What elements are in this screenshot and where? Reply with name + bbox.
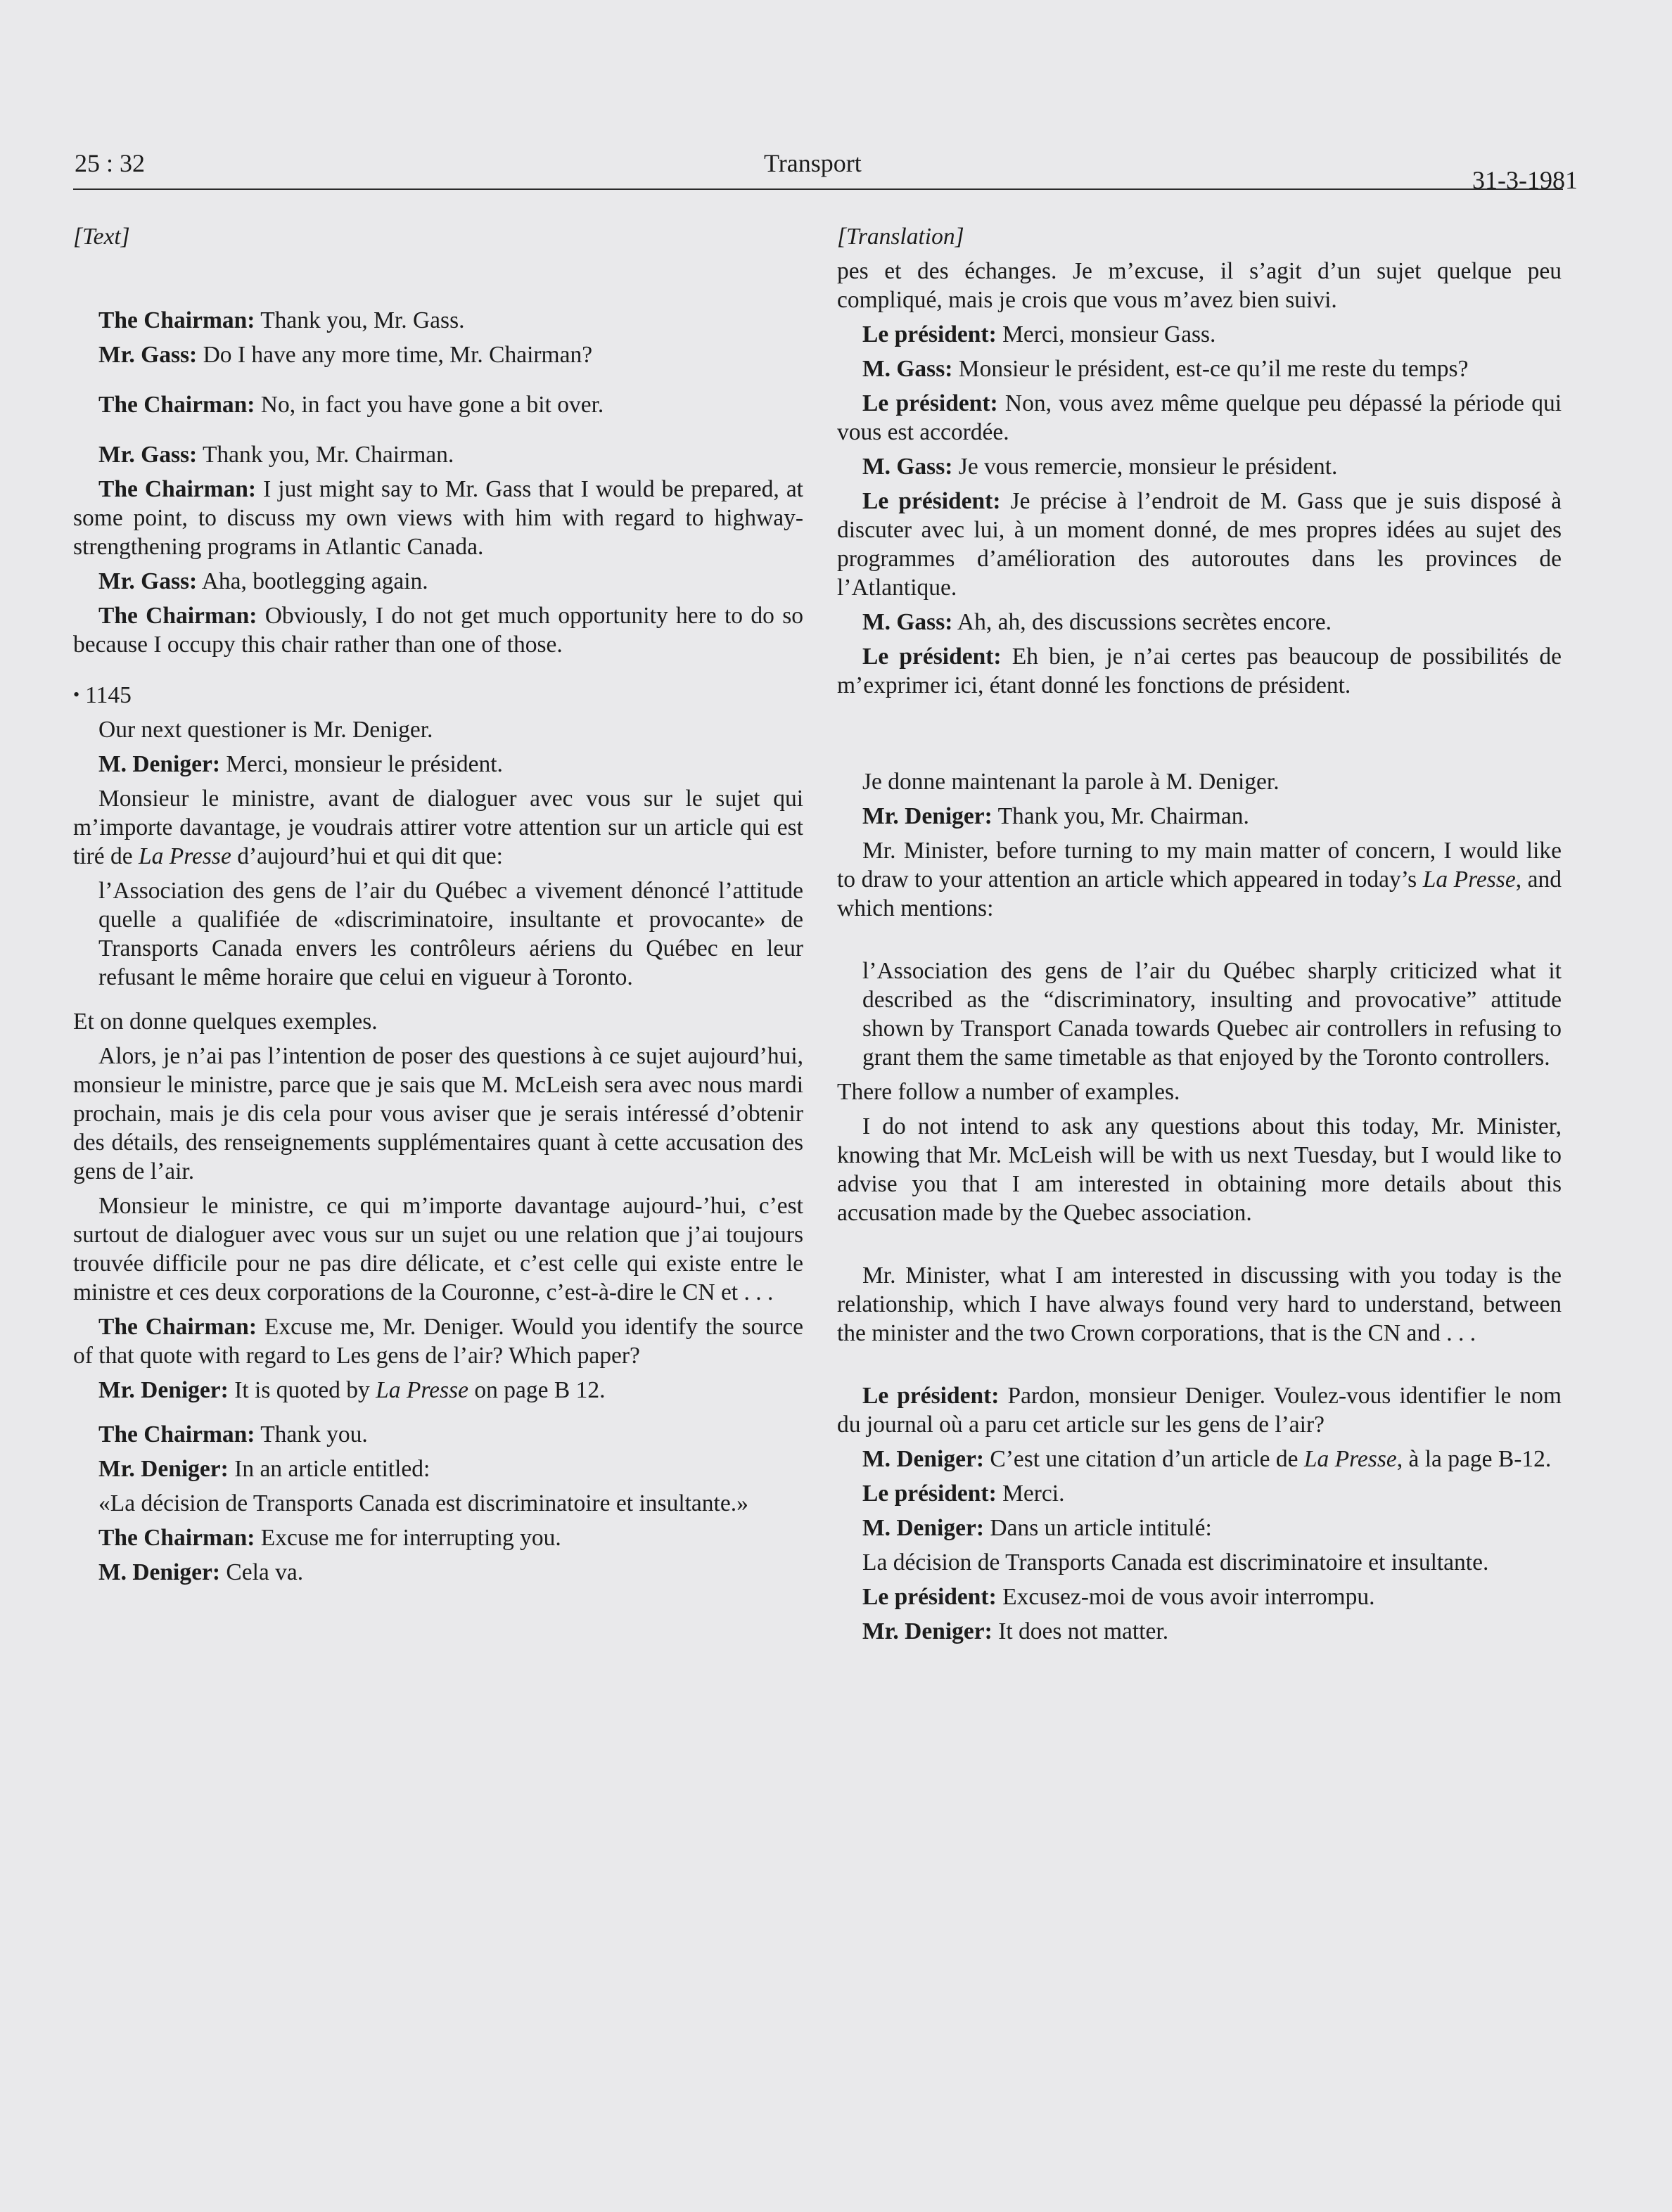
paragraph (837, 836, 1562, 923)
paragraph (73, 1312, 803, 1370)
speaker: Le président: (862, 1584, 997, 1610)
timestamp (73, 680, 803, 710)
speaker: Le président: (862, 390, 998, 416)
speech: Cela va. (220, 1559, 304, 1585)
speaker: The Chairman: (98, 1314, 257, 1340)
speech: Excuse me for interrupting you. (255, 1525, 561, 1551)
paragraph: Je donne maintenant la parole à M. Deniger. (862, 769, 1279, 795)
paragraph (73, 306, 803, 335)
speech: on page B 12. (468, 1377, 606, 1403)
paragraph (73, 715, 803, 744)
speech: Excuse me, Mr. Deniger. Would you identify the source of that quote with regard to Les gens de l’air? Which paper? (73, 1314, 804, 1369)
speaker: Mr. Deniger: (862, 803, 993, 829)
speech: In an article entitled: (228, 1456, 430, 1482)
speech: Aha, bootlegging again. (197, 568, 428, 594)
paragraph (837, 487, 1562, 602)
speaker: Mr. Deniger: (862, 1618, 993, 1644)
paragraph (73, 1376, 803, 1405)
speech: Thank you. (255, 1421, 368, 1447)
paragraph: Mr. Minister, what I am interested in discussing with you today is the relationship, which I have always found very hard to understand, between the minister and the two Crown corporations, that is the CN and . . . (837, 1262, 1562, 1346)
paragraph (837, 608, 1562, 637)
speech: , and which mentions: (837, 867, 1562, 921)
speaker: M. Gass: (862, 609, 953, 635)
speech: Dans un article intitulé: (984, 1515, 1212, 1541)
paragraph (73, 1558, 803, 1587)
paragraph: I do not intend to ask any questions about this today, Mr. Minister, knowing that Mr. McLeish will be with us next Tuesday, but I would like to advise you that I am interested in obtaining more details about this accusation made by the Quebec association. (837, 1113, 1562, 1226)
paragraph (73, 1455, 803, 1483)
speech: No, in fact you have gone a bit over. (255, 392, 604, 418)
paragraph (837, 320, 1562, 349)
paragraph (837, 389, 1562, 447)
speaker: The Chairman: (98, 1525, 255, 1551)
speech: Merci, monsieur le président. (220, 751, 503, 777)
paragraph (73, 601, 803, 659)
speaker: The Chairman: (98, 1421, 255, 1447)
paragraph (73, 440, 803, 469)
paragraph (837, 1479, 1562, 1508)
speech: It is quoted by (228, 1377, 376, 1403)
speaker: Mr. Deniger: (98, 1377, 229, 1403)
speaker: The Chairman: (98, 392, 255, 418)
publication-title: La Presse (139, 843, 231, 869)
block-quote: l’Association des gens de l’air du Québec sharply criticized what it described as the “discriminatory, insulting and provocative” attitude shown by Transport Canada towards Quebec air controllers in refusing to grant them the same timetable as that enjoyed by the Toronto controllers. (862, 958, 1562, 1070)
speaker: M. Gass: (862, 356, 953, 382)
speech: Merci. (996, 1481, 1065, 1507)
paragraph: Et on donne quelques exemples. (73, 1009, 378, 1035)
paragraph (837, 1583, 1562, 1611)
speech: Obviously, I do not get much opportunity here to do so because I occupy this chair rather than one of those. (73, 603, 803, 658)
paragraph (837, 354, 1562, 383)
header-rule (73, 188, 1563, 190)
paragraph (73, 475, 803, 561)
speaker: M. Deniger: (862, 1446, 985, 1472)
speaker: Le président: (862, 1481, 997, 1507)
paragraph (837, 1617, 1562, 1646)
paragraph (837, 1445, 1562, 1473)
speaker: M. Gass: (862, 454, 953, 480)
speech: Monsieur le ministre, avant de dialoguer avec vous sur le sujet qui m’importe davantage, je voudrais attirer votre attention sur un article qui est tiré de (73, 786, 803, 869)
publication-title: La Presse (1303, 1446, 1397, 1472)
section-label: [Translation] (837, 224, 964, 250)
paragraph (73, 784, 803, 871)
paragraph (73, 340, 803, 369)
speech: Excusez-moi de vous avoir interrompu. (996, 1584, 1375, 1610)
paragraph (73, 750, 803, 779)
speech: Non, vous avez même quelque peu dépassé la période qui vous est accordée. (837, 390, 1562, 445)
paragraph (73, 1523, 803, 1552)
paragraph (73, 567, 803, 596)
speech: Merci, monsieur Gass. (996, 321, 1216, 347)
speaker: Le président: (862, 488, 1001, 514)
paragraph (837, 1514, 1562, 1542)
speech: Pardon, monsieur Deniger. Voulez-vous identifier le nom du journal où a paru cet article sur les gens de l’air? (837, 1383, 1562, 1438)
publication-title: La Presse (1422, 867, 1516, 893)
speech: Do I have any more time, Mr. Chairman? (197, 342, 593, 368)
paragraph (73, 390, 803, 419)
paragraph: There follow a number of examples. (837, 1079, 1180, 1105)
speech: d’aujourd’hui et qui dit que: (231, 843, 503, 869)
page-number: 25 : 32 (75, 149, 146, 177)
speech: Thank you, Mr. Chairman. (992, 803, 1249, 829)
block-quote: l’Association des gens de l’air du Québec a vivement dénoncé l’attitude quelle a qualifiée de «discriminatoire, insultante et provocante» de Transports Canada envers les contrôleurs aériens du Québec en leur refusant le même horaire que celui en vigueur à Toronto. (98, 878, 803, 990)
paragraph (837, 642, 1562, 700)
speech: Eh bien, je n’ai certes pas beaucoup de possibilités de m’exprimer ici, étant donné les fonctions de président. (837, 644, 1562, 698)
section-label: [Text] (73, 224, 130, 250)
paragraph (837, 452, 1562, 481)
speech: , à la page B-12. (1396, 1446, 1552, 1472)
speaker: Mr. Gass: (98, 442, 198, 468)
speaker: Mr. Gass: (98, 342, 198, 368)
left-column (73, 222, 803, 1587)
block-quote: La décision de Transports Canada est discriminatoire et insultante. (862, 1549, 1489, 1575)
speech: Mr. Minister, before turning to my main matter of concern, I would like to draw to your attention an article which appeared in today’s (837, 838, 1562, 893)
paragraph: pes et des échanges. Je m’excuse, il s’agit d’un sujet quelque peu compliqué, mais je crois que vous m’avez bien suivi. (837, 258, 1562, 313)
running-title: Transport (764, 149, 862, 177)
speech: Ah, ah, des discussions secrètes encore. (952, 609, 1332, 635)
speaker: Mr. Deniger: (98, 1456, 229, 1482)
speaker: The Chairman: (98, 476, 257, 502)
speech: It does not matter. (992, 1618, 1169, 1644)
speech: I just might say to Mr. Gass that I would be prepared, at some point, to discuss my own views with him with regard to highway-strengthening programs in Atlantic Canada. (73, 476, 803, 560)
time-value: 1145 (85, 682, 132, 708)
right-column (837, 222, 1562, 1646)
paragraph (837, 802, 1562, 831)
speaker: The Chairman: (98, 603, 257, 629)
paragraph: Alors, je n’ai pas l’intention de poser des questions à ce sujet aujourd’hui, monsieur le ministre, parce que je sais que M. McLeish sera avec nous mardi prochain, mais je dis cela pour vous aviser que je serais intéressé d’obtenir des détails, des renseignements supplémentaires quant à cette accusation des gens de l’air. (73, 1043, 803, 1184)
speech: Our next questioner is Mr. Deniger. (98, 717, 433, 743)
speech: Je précise à l’endroit de M. Gass que je suis disposé à discuter avec lui, à un moment donné, de mes propres idées au sujet des programmes d’amélioration des autoroutes dans les provinces de l’Atlantique. (837, 488, 1562, 601)
speaker: Le président: (862, 1383, 1000, 1409)
speaker: Le président: (862, 321, 997, 347)
speech: Thank you, Mr. Gass. (255, 307, 465, 333)
paragraph: Monsieur le ministre, ce qui m’importe davantage aujourd-’hui, c’est surtout de dialoguer avec vous sur un sujet ou une relation que j’ai toujours trouvée difficile pour ne pas dire délicate, et c’est celle qui existe entre le ministre et ces deux corporations de la Couronne, c’est-à-dire le CN et . . . (73, 1193, 803, 1305)
bullet-icon: • (73, 684, 80, 705)
speaker: M. Deniger: (98, 751, 221, 777)
speaker: The Chairman: (98, 307, 255, 333)
speech: Monsieur le président, est-ce qu’il me reste du temps? (952, 356, 1469, 382)
speech: Thank you, Mr. Chairman. (197, 442, 454, 468)
speaker: M. Deniger: (862, 1515, 985, 1541)
paragraph (73, 1420, 803, 1449)
speech: Je vous remercie, monsieur le président. (952, 454, 1338, 480)
publication-title: La Presse (376, 1377, 468, 1403)
page-date: 31-3-1981 (1472, 166, 1578, 194)
paragraph (837, 1381, 1562, 1439)
block-quote: «La décision de Transports Canada est discriminatoire et insultante.» (98, 1490, 748, 1516)
speaker: M. Deniger: (98, 1559, 221, 1585)
speech: C’est une citation d’un article de (984, 1446, 1304, 1472)
speaker: Mr. Gass: (98, 568, 198, 594)
speaker: Le président: (862, 644, 1002, 670)
